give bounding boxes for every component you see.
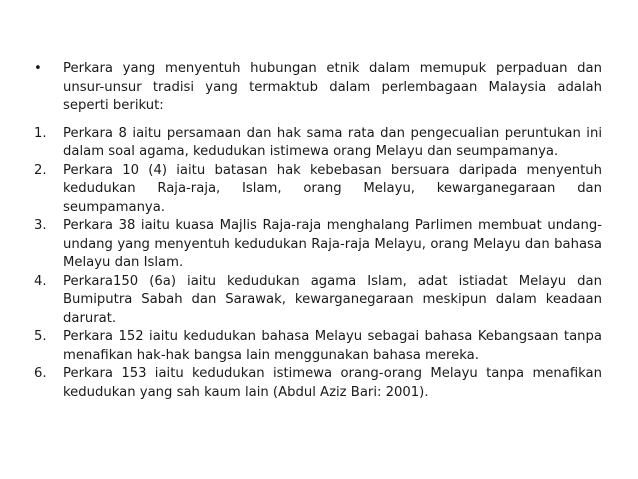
list-number: 5. <box>34 329 47 344</box>
list-item-6 <box>34 365 602 402</box>
intro-text: Perkara yang menyentuh hubungan etnik dalam memupuk perpaduan dan unsur-unsur tradisi yang termaktub dalam perlembagaan Malaysia adalah seperti berikut: <box>63 61 602 113</box>
list-item-2 <box>34 162 602 218</box>
intro-bullet <box>34 60 602 116</box>
list-item-5 <box>34 328 602 365</box>
list-text: Perkara150 (6a) iaitu kedudukan agama Islam, adat istiadat Melayu dan Bumiputra Sabah dan Sarawak, kewarganegaraan meskipun dalam keadaan darurat. <box>63 273 602 326</box>
list-text: Perkara 10 (4) iaitu batasan hak kebebasan bersuara daripada menyentuh kedudukan Raja-raja, Islam, orang Melayu, kewarganegaraan dan seumpamanya. <box>63 162 602 215</box>
list-number: 6. <box>34 366 47 381</box>
bullet-marker: • <box>34 61 42 76</box>
list-number: 4. <box>34 273 47 289</box>
slide-body <box>34 60 602 402</box>
list-text: Perkara 153 iaitu kedudukan istimewa orang-orang Melayu tanpa menafikan kedudukan yang sah kaum lain (Abdul Aziz Bari: 2001). <box>63 366 602 400</box>
list-item-1 <box>34 125 602 162</box>
list-text: Perkara 152 iaitu kedudukan bahasa Melayu sebagai bahasa Kebangsaan tanpa menafikan hak-hak bangsa lain menggunakan bahasa mereka. <box>63 329 602 363</box>
list-item-3 <box>34 217 602 273</box>
list-number: 1. <box>34 125 47 141</box>
list-text: Perkara 38 iaitu kuasa Majlis Raja-raja menghalang Parlimen membuat undang-undang yang menyentuh kedudukan Raja-raja Melayu, orang Melayu dan bahasa Melayu dan Islam. <box>63 218 602 270</box>
list-item-4 <box>34 273 602 329</box>
list-number: 2. <box>34 162 47 178</box>
list-number: 3. <box>34 218 47 233</box>
list-text: Perkara 8 iaitu persamaan dan hak sama rata dan pengecualian peruntukan ini dalam soal agama, kedudukan istimewa orang Melayu dan seumpamanya. <box>63 125 602 159</box>
